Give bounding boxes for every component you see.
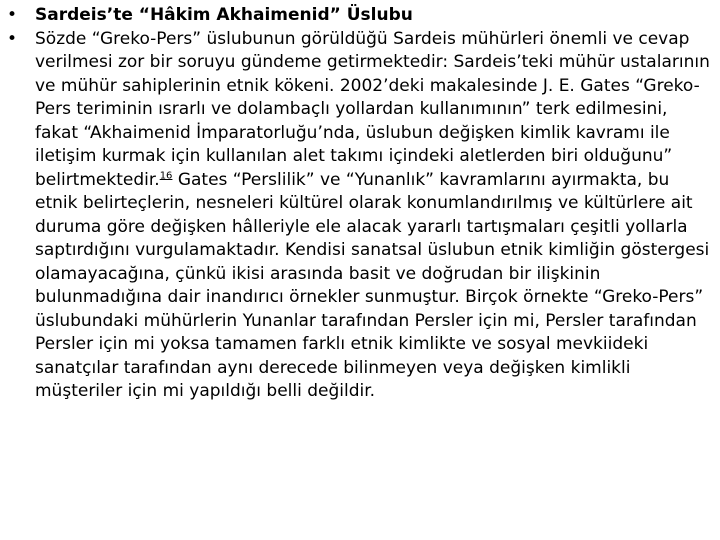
bullet-marker: • xyxy=(7,28,18,49)
bullet-marker: • xyxy=(7,5,18,25)
bullet-item-heading xyxy=(7,4,715,28)
bullet-list xyxy=(7,4,715,404)
body-text-part-1: Sözde “Greko-Pers” üslubunun görüldüğü Sardeis mühürleri önemli ve cevap verilmesi zor bir soruyu gündeme getirmektedir: Sardeis’teki mühür ustalarının ve mühür sahiplerinin etnik kökeni. 2002’deki makalesinde J. E. Gates “Greko-Pers teriminin ısrarlı ve dolambaçlı yollardan kullanımının” terk edilmesini, fakat “Akhaimenid İmparatorluğu’nda, üslubun değişken kimlik kavramı ile iletişim kurmak için kullanılan alet takımı içindeki aletlerden biri olduğunu” belirtmektedir. xyxy=(35,28,710,190)
body-text-part-2: Gates “Perslilik” ve “Yunanlık” kavramlarını ayırmakta, bu etnik belirteçlerin, nesneleri kültürel olarak konumlandırılmış ve kültürlere ait duruma göre değişken hâlleriyle ele alacak yararlı tartışmaları çeşitli yollarla saptırdığını vurgulamaktadır. Kendisi sanatsal üslubun etnik kimliğin göstergesi olamayacağına, çünkü ikisi arasında basit ve doğrudan bir ilişkinin bulunmadığına dair inandırıcı örnekler sunmuştur. Birçok örnekte “Greko-Pers” üslubundaki mühürlerin Yunanlar tarafından Persler için mi, Persler tarafından Persler için mi yoksa tamamen farklı etnik kimlikte ve sosyal mevkiideki sanatçılar tarafından aynı derecede bilinmeyen veya değişken kimlikli müşteriler için mi yapıldığı belli değildir. xyxy=(35,169,710,401)
slide-heading: Sardeis’te “Hâkim Akhaimenid” Üslubu xyxy=(35,5,413,25)
bullet-item-body xyxy=(7,28,715,404)
footnote-reference-link[interactable]: 16 xyxy=(159,169,173,181)
body-paragraph xyxy=(35,28,715,404)
